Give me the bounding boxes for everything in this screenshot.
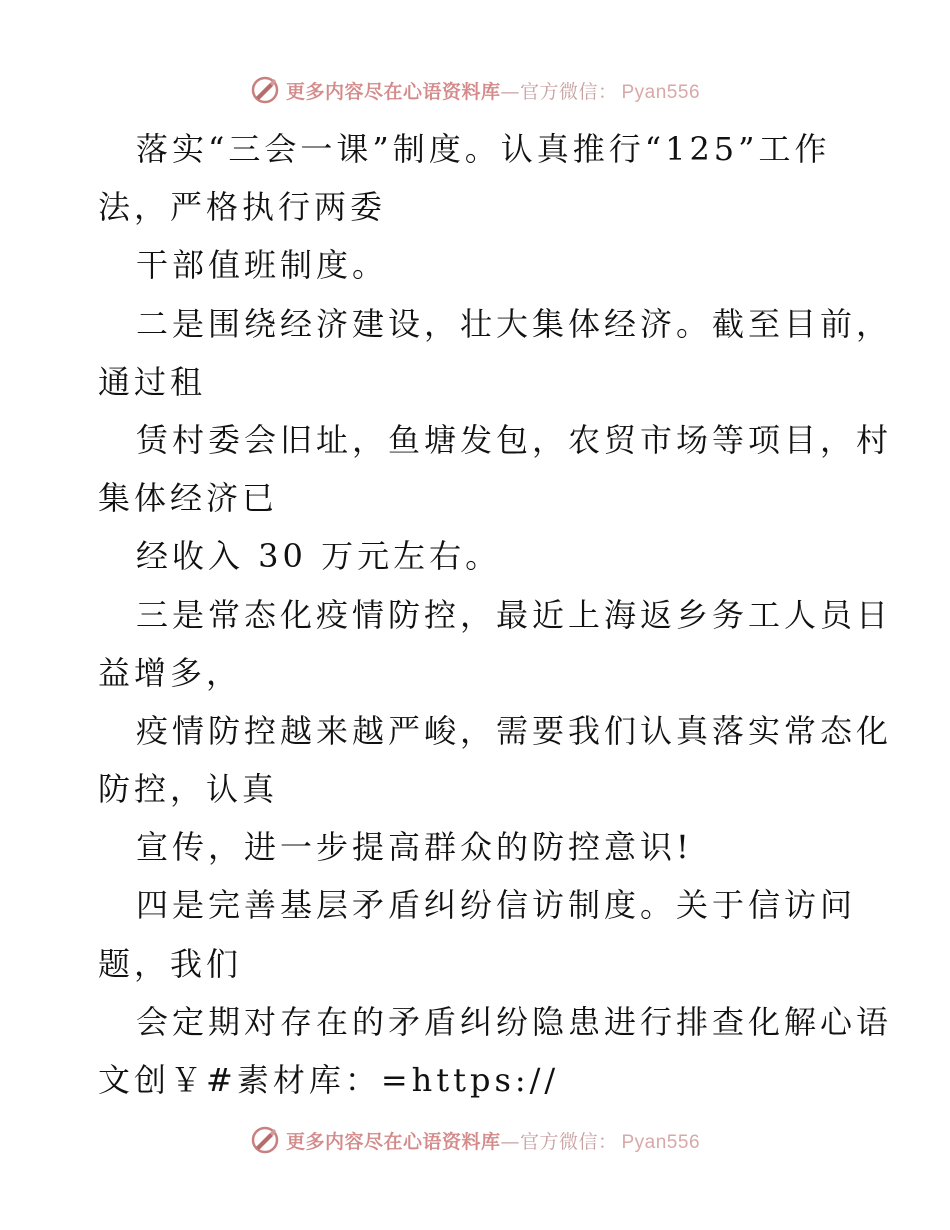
body-line: 三是常态化疫情防控，最近上海返乡务工人员日 (136, 595, 893, 634)
body-line: 益增多， (98, 653, 243, 692)
header-suffix-text: —官方微信： (500, 80, 618, 103)
body-line: 文创￥#素材库：=https:// (98, 1061, 560, 1099)
body-line: 干部值班制度。 (136, 246, 389, 285)
body-line: 赁村委会旧址，鱼塘发包，农贸市场等项目，村 (136, 420, 893, 459)
header-brand-text: 更多内容尽在心语资料库 (285, 80, 501, 103)
footer-suffix-text: —官方微信： (500, 1130, 618, 1153)
footer-wechat-id: Pyan556 (621, 1131, 701, 1153)
footer-watermark-text (286, 1127, 700, 1154)
document-body (98, 120, 893, 1109)
body-line: 法，严格执行两委 (98, 188, 387, 227)
pen-logo-icon (250, 75, 280, 105)
body-line: 会定期对存在的矛盾纠纷隐患进行排查化解心语 (136, 1002, 893, 1041)
header-watermark-banner (0, 70, 950, 110)
body-line: 落实“三会一课”制度。认真推行“125”工作 (136, 130, 831, 168)
body-line: 集体经济已 (98, 479, 279, 518)
body-line: 经收入 30 万元左右。 (136, 537, 502, 576)
body-line: 通过租 (98, 362, 207, 401)
pen-logo-icon (250, 1125, 280, 1155)
body-line: 宣传，进一步提高群众的防控意识! (136, 828, 693, 867)
footer-watermark-banner (0, 1120, 950, 1160)
body-line: 四是完善基层矛盾纠纷信访制度。关于信访问 (136, 886, 857, 925)
body-line: 防控，认真 (98, 770, 279, 809)
header-watermark-text (286, 77, 700, 104)
footer-brand-text: 更多内容尽在心语资料库 (285, 1130, 501, 1153)
body-line: 题，我们 (98, 944, 243, 983)
body-line: 疫情防控越来越严峻，需要我们认真落实常态化 (136, 711, 893, 750)
body-line: 二是围绕经济建设，壮大集体经济。截至目前， (136, 304, 893, 343)
header-wechat-id: Pyan556 (621, 81, 701, 103)
